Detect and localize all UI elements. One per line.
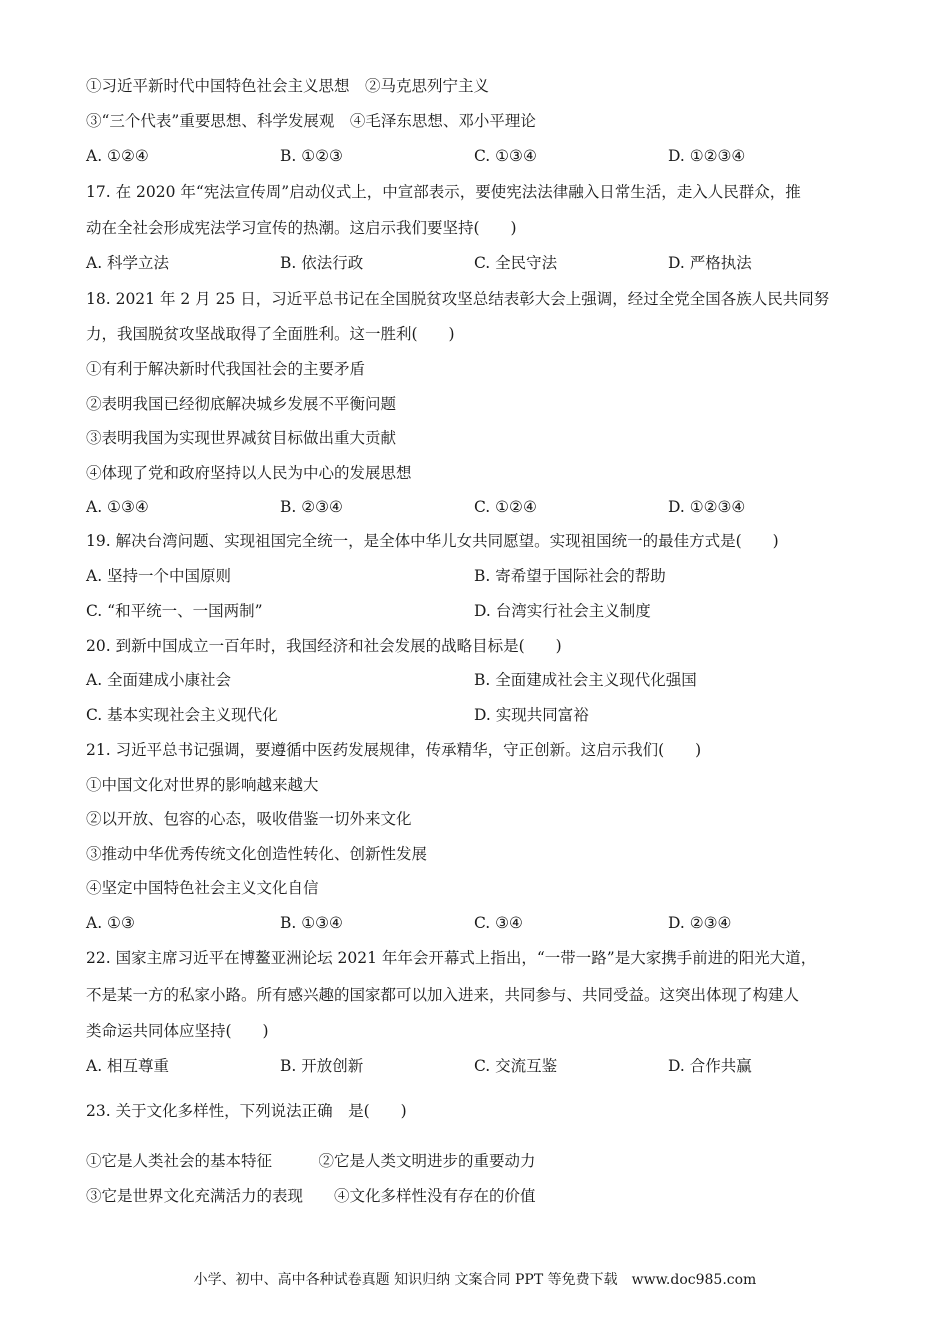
q21-stem: 21. 习近平总书记强调，要遵循中医药发展规律，传承精华，守正创新。这启示我们( ) [86,741,702,759]
q17-stem-line-2: 动在全社会形成宪法学习宣传的热潮。这启示我们要坚持( ) [86,219,517,237]
q22-option-d: D. 合作共赢 [668,1057,752,1075]
q21-item-1: ①中国文化对世界的影响越来越大 [86,776,319,794]
q17-option-d: D. 严格执法 [668,254,752,272]
q22-option-c: C. 交流互鉴 [474,1057,558,1075]
q19-option-b: B. 寄希望于国际社会的帮助 [474,567,666,585]
q22-option-a: A. 相互尊重 [86,1057,170,1075]
q22-stem-line-2: 不是某一方的私家小路。所有感兴趣的国家都可以加入进来，共同参与、共同受益。这突出体现了构建人 [86,986,800,1004]
q20-stem: 20. 到新中国成立一百年时，我国经济和社会发展的战略目标是( ) [86,637,562,655]
q18-option-d: D. ①②③④ [668,498,746,516]
q17-option-c: C. 全民守法 [474,254,558,272]
page-footer: 小学、初中、高中各种试卷真题 知识归纳 文案合同 PPT 等免费下载 www.doc985.com [193,1272,757,1288]
q17-stem-line-1: 17. 在 2020 年“宪法宣传周”启动仪式上，中宣部表示，要使宪法法律融入日常生活，走入人民群众，推 [86,183,801,201]
q16-item-2: ③“三个代表”重要思想、科学发展观 ④毛泽东思想、邓小平理论 [86,112,536,130]
q21-option-b: B. ①③④ [280,914,343,932]
q23-stem: 23. 关于文化多样性，下列说法正确 是( ) [86,1102,407,1120]
q21-item-4: ④坚定中国特色社会主义文化自信 [86,879,319,897]
q18-item-3: ③表明我国为实现世界减贫目标做出重大贡献 [86,429,397,447]
q22-stem-line-3: 类命运共同体应坚持( ) [86,1022,269,1040]
q21-option-c: C. ③④ [474,914,523,932]
q18-stem-line-2: 力，我国脱贫攻坚战取得了全面胜利。这一胜利( ) [86,325,455,343]
q18-option-b: B. ②③④ [280,498,343,516]
q21-option-d: D. ②③④ [668,914,732,932]
q17-option-b: B. 依法行政 [280,254,364,272]
q16-item-1: ①习近平新时代中国特色社会主义思想 ②马克思列宁主义 [86,77,490,95]
q19-option-c: C. “和平统一、一国两制” [86,602,263,620]
q22-option-b: B. 开放创新 [280,1057,364,1075]
q18-option-c: C. ①②④ [474,498,537,516]
q18-item-1: ①有利于解决新时代我国社会的主要矛盾 [86,360,366,378]
q16-option-c: C. ①③④ [474,147,537,165]
q18-item-2: ②表明我国已经彻底解决城乡发展不平衡问题 [86,395,397,413]
q16-option-b: B. ①②③ [280,147,343,165]
q19-stem: 19. 解决台湾问题、实现祖国完全统一，是全体中华儿女共同愿望。实现祖国统一的最佳方式是( ) [86,532,779,550]
q23-item-row-2: ③它是世界文化充满活力的表现 ④文化多样性没有存在的价值 [86,1187,536,1205]
q22-stem-line-1: 22. 国家主席习近平在博鳌亚洲论坛 2021 年年会开幕式上指出，“一带一路”是大家携手前进的阳光大道， [86,949,817,967]
q18-item-4: ④体现了党和政府坚持以人民为中心的发展思想 [86,464,412,482]
q19-option-d: D. 台湾实行社会主义制度 [474,602,651,620]
q17-option-a: A. 科学立法 [86,254,170,272]
q21-item-2: ②以开放、包容的心态，吸收借鉴一切外来文化 [86,810,412,828]
q18-option-a: A. ①③④ [86,498,149,516]
q16-option-a: A. ①②④ [86,147,149,165]
q23-item-row-1: ①它是人类社会的基本特征 ②它是人类文明进步的重要动力 [86,1152,536,1170]
q16-option-d: D. ①②③④ [668,147,746,165]
q20-option-d: D. 实现共同富裕 [474,706,589,724]
q20-option-b: B. 全面建成社会主义现代化强国 [474,671,697,689]
q18-stem-line-1: 18. 2021 年 2 月 25 日，习近平总书记在全国脱贫攻坚总结表彰大会上强调，经过全党全国各族人民共同努 [86,290,830,308]
q21-option-a: A. ①③ [86,914,135,932]
q20-option-c: C. 基本实现社会主义现代化 [86,706,278,724]
q19-option-a: A. 坚持一个中国原则 [86,567,232,585]
q20-option-a: A. 全面建成小康社会 [86,671,232,689]
q21-item-3: ③推动中华优秀传统文化创造性转化、创新性发展 [86,845,428,863]
